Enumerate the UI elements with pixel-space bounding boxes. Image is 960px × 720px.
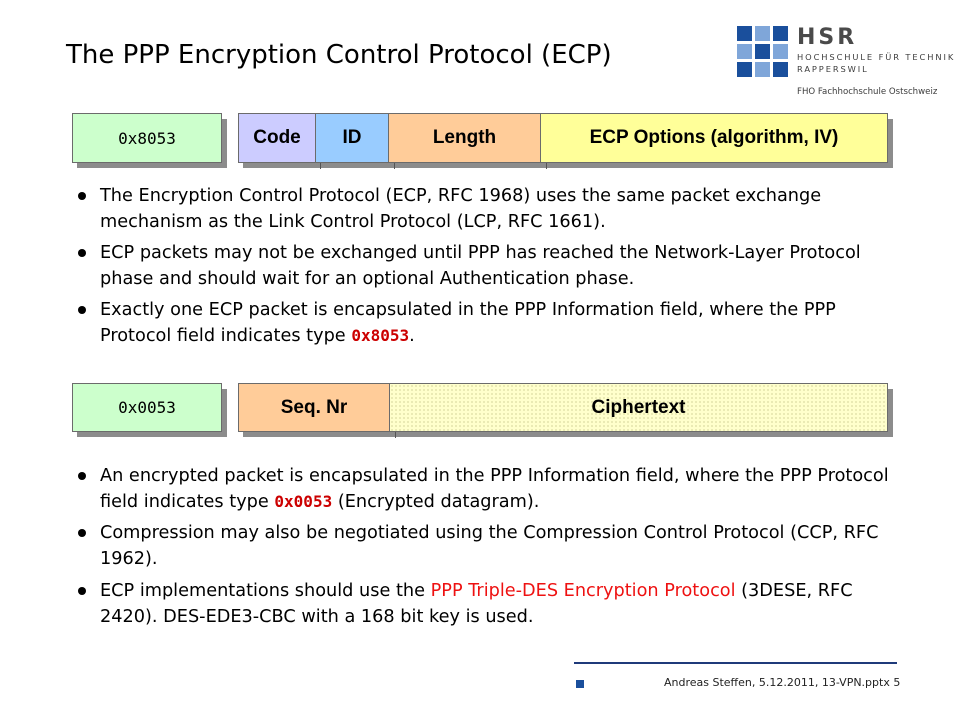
bullet-dot bbox=[78, 529, 86, 537]
protocol-code: 0x0053 bbox=[274, 492, 333, 511]
bullet-text: ECP packets may not be exchanged until PPP has reached the Network-Layer Protocol phase and should wait for an optional Authentication phase. bbox=[100, 243, 861, 289]
logo-square bbox=[737, 26, 752, 41]
bullet-text: Exactly one ECP packet is encapsulated in the PPP Information field, where the PPP Protocol field indicates type 0x8053. bbox=[100, 300, 836, 346]
logo-square bbox=[737, 44, 752, 59]
bullet-text: ECP implementations should use the PPP Triple-DES Encryption Protocol (3DESE, RFC 2420). DES-EDE3-CBC with a 168 bit key is used. bbox=[100, 581, 853, 627]
code-field: Code bbox=[238, 113, 316, 163]
logo-square bbox=[773, 62, 788, 77]
footer-divider bbox=[574, 662, 897, 664]
logo-square bbox=[737, 62, 752, 77]
id-field: ID bbox=[315, 113, 389, 163]
bullet-dot bbox=[78, 249, 86, 257]
bullet-dot bbox=[78, 192, 86, 200]
logo-line-1: HOCHSCHULE FÜR TECHNIK bbox=[797, 52, 956, 62]
slide-title: The PPP Encryption Control Protocol (ECP) bbox=[66, 40, 612, 70]
length-field: Length bbox=[388, 113, 541, 163]
logo-square bbox=[755, 62, 770, 77]
protocol-code: 0x8053 bbox=[351, 326, 410, 345]
footer-text: Andreas Steffen, 5.12.2011, 13-VPN.pptx 5 bbox=[664, 676, 901, 689]
logo-name: HSR bbox=[797, 25, 858, 50]
ciphertext-field: Ciphertext bbox=[389, 383, 888, 432]
ecp-options-field: ECP Options (algorithm, IV) bbox=[540, 113, 888, 163]
bullet-dot bbox=[78, 472, 86, 480]
footer-square bbox=[576, 680, 584, 688]
logo-square bbox=[755, 26, 770, 41]
bullet-text: An encrypted packet is encapsulated in the PPP Information field, where the PPP Protocol field indicates type 0x0053 (Encrypted datagram). bbox=[100, 466, 889, 512]
protocol-field-0x8053: 0x8053 bbox=[72, 113, 222, 163]
logo-square bbox=[755, 44, 770, 59]
bullet-dot bbox=[78, 306, 86, 314]
hsr-logo bbox=[737, 25, 956, 106]
bullet-text: The Encryption Control Protocol (ECP, RFC 1968) uses the same packet exchange mechanism as the Link Control Protocol (LCP, RFC 1661). bbox=[100, 186, 822, 232]
logo-square bbox=[773, 26, 788, 41]
bullet-text: Compression may also be negotiated using the Compression Control Protocol (CCP, RFC 1962). bbox=[100, 523, 879, 569]
protocol-field-0x0053: 0x0053 bbox=[72, 383, 222, 432]
logo-line-2: RAPPERSWIL bbox=[797, 64, 869, 74]
logo-square bbox=[773, 44, 788, 59]
logo-line-3: FHO Fachhochschule Ostschweiz bbox=[797, 87, 938, 97]
bullet-dot bbox=[78, 587, 86, 595]
seq-nr-field: Seq. Nr bbox=[238, 383, 390, 432]
highlighted-protocol: PPP Triple-DES Encryption Protocol bbox=[430, 581, 736, 601]
